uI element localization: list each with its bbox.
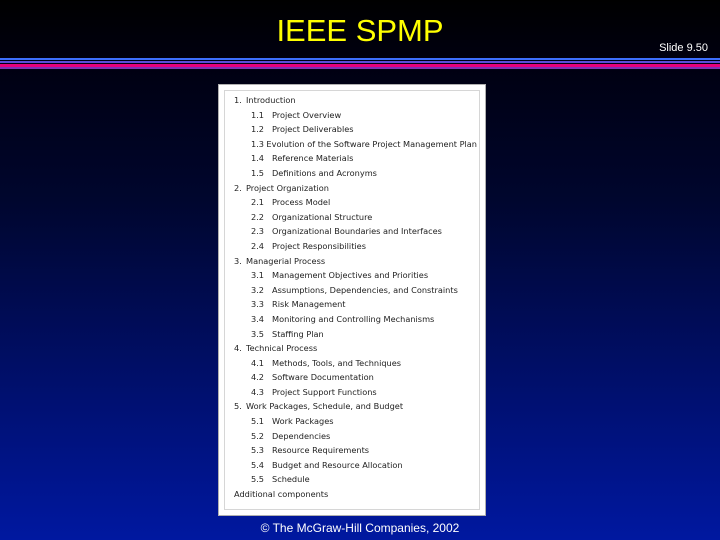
toc-text: Additional components <box>234 489 329 500</box>
toc-text: Organizational Boundaries and Interfaces <box>272 226 442 237</box>
toc-number: 1. <box>234 95 242 105</box>
toc-number: 3. <box>234 255 242 266</box>
toc-number: 2. <box>234 182 242 193</box>
toc-subsection <box>227 458 477 473</box>
toc-text: Management Objectives and Priorities <box>272 270 429 281</box>
toc-section <box>227 181 477 196</box>
toc-subsection <box>227 108 477 123</box>
toc-text: Organizational Structure <box>272 211 373 222</box>
slide-title: IEEE SPMP <box>276 13 444 48</box>
toc-text: Work Packages <box>272 416 334 427</box>
table-of-contents <box>227 93 477 502</box>
toc-number: 4. <box>234 343 242 354</box>
toc-subsection <box>227 137 477 152</box>
toc-text: Reference Materials <box>272 153 354 164</box>
toc-subsection <box>227 166 477 181</box>
toc-subsection <box>227 283 477 298</box>
toc-text: Schedule <box>272 474 310 485</box>
toc-subsection <box>227 268 477 283</box>
toc-number: 1.3 <box>251 138 265 149</box>
toc-number: 3.1 <box>251 270 265 281</box>
toc-text: Introduction <box>246 95 296 105</box>
toc-subsection <box>227 151 477 166</box>
toc-subsection <box>227 195 477 210</box>
toc-subsection <box>227 122 477 137</box>
toc-text: Methods, Tools, and Techniques <box>272 357 402 368</box>
toc-text: Assumptions, Dependencies, and Constraints <box>272 284 458 295</box>
toc-number: 4.3 <box>251 386 265 397</box>
toc-text: Software Documentation <box>272 372 374 383</box>
toc-subsection <box>227 210 477 225</box>
toc-number: 1.2 <box>251 124 265 135</box>
copyright-footer: © The McGraw-Hill Companies, 2002 <box>260 521 460 535</box>
toc-subsection <box>227 356 477 371</box>
toc-subsection <box>227 414 477 429</box>
toc-subsection <box>227 239 477 254</box>
slide-number: Slide 9.50 <box>659 42 708 54</box>
toc-subsection <box>227 327 477 342</box>
toc-text: Risk Management <box>272 299 346 310</box>
toc-subsection <box>227 370 477 385</box>
toc-text: Project Responsibilities <box>272 240 366 251</box>
toc-subsection <box>227 429 477 444</box>
toc-section <box>227 254 477 269</box>
toc-text: Technical Process <box>246 343 318 354</box>
toc-text: Project Support Functions <box>272 386 377 397</box>
toc-text: Staffing Plan <box>272 328 324 339</box>
header-rule-blue <box>0 58 720 60</box>
toc-number: 2.3 <box>251 226 265 237</box>
toc-number: 2.1 <box>251 197 265 208</box>
toc-number: 5.4 <box>251 459 265 470</box>
toc-text: Process Model <box>272 197 331 208</box>
header-rule-purple <box>0 67 720 69</box>
toc-number: 3.3 <box>251 299 265 310</box>
toc-number: 5. <box>234 401 242 412</box>
toc-appendix <box>227 487 477 502</box>
toc-text: Project Overview <box>272 109 342 120</box>
header-rule-violet <box>0 61 720 63</box>
toc-number: 4.2 <box>251 372 265 383</box>
toc-subsection <box>227 297 477 312</box>
toc-section <box>227 93 477 108</box>
toc-number: 1.5 <box>251 167 265 178</box>
toc-number: 5.2 <box>251 430 265 441</box>
toc-subsection <box>227 385 477 400</box>
toc-subsection <box>227 224 477 239</box>
toc-number: 5.1 <box>251 416 265 427</box>
toc-text: Resource Requirements <box>272 445 370 456</box>
toc-text: Budget and Resource Allocation <box>272 459 403 470</box>
toc-number: 2.2 <box>251 211 265 222</box>
toc-section <box>227 341 477 356</box>
toc-number: 3.4 <box>251 313 265 324</box>
toc-number: 5.5 <box>251 474 265 485</box>
toc-subsection <box>227 312 477 327</box>
toc-number: 1.4 <box>251 153 265 164</box>
toc-text: Dependencies <box>272 430 331 441</box>
toc-text: Definitions and Acronyms <box>272 167 377 178</box>
toc-section <box>227 399 477 414</box>
toc-text: Monitoring and Controlling Mechanisms <box>272 313 435 324</box>
toc-number: 5.3 <box>251 445 265 456</box>
toc-number: 4.1 <box>251 357 265 368</box>
toc-number: 3.2 <box>251 284 265 295</box>
toc-text: Project Deliverables <box>272 124 354 135</box>
toc-text: Managerial Process <box>246 255 326 266</box>
toc-text: Evolution of the Software Project Management Plan <box>266 138 477 149</box>
toc-number: 1.1 <box>251 109 265 120</box>
toc-number: 2.4 <box>251 240 265 251</box>
toc-subsection <box>227 443 477 458</box>
toc-number: 3.5 <box>251 328 265 339</box>
toc-subsection <box>227 472 477 487</box>
toc-text: Project Organization <box>246 182 329 193</box>
spmp-outline-image <box>218 84 486 516</box>
toc-text: Work Packages, Schedule, and Budget <box>246 401 404 412</box>
